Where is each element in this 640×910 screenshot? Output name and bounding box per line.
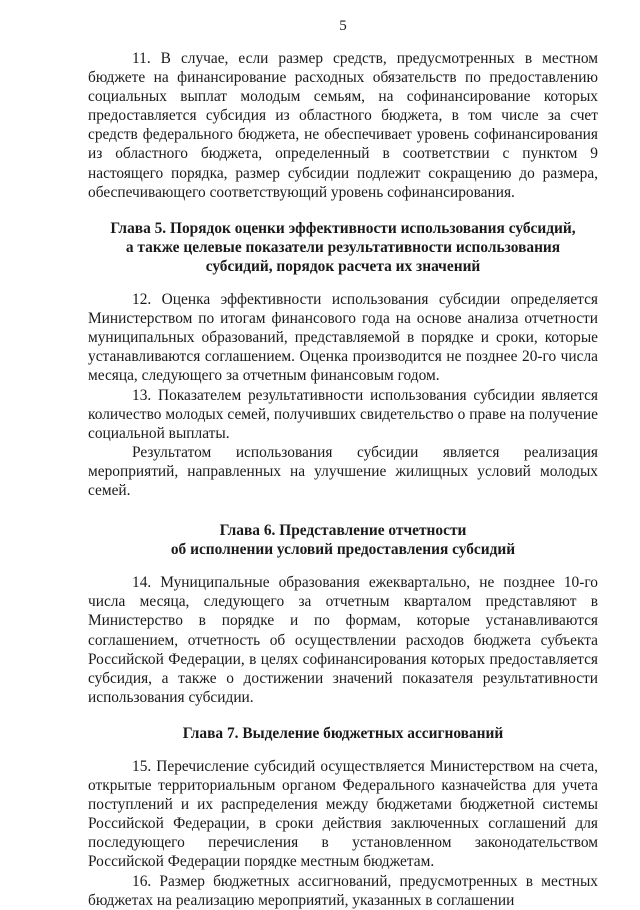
paragraph-12: 12. Оценка эффективности использования субсидии определяется Министерством по итогам финансового года на основе анализа отчетности муниципальных образований, представляемой в порядке и сроки, которые устанавливаются соглашением. Оценка производится не позднее 20-го числа месяца, следующего за отчетным финансовым годом. [88, 291, 598, 385]
paragraph-11: 11. В случае, если размер средств, предусмотренных в местном бюджете на финансирование расходных обязательств по предоставлению социальных выплат молодым семьям, на софинансирование которых предоставляется субсидия из областного бюджета, в том числе за счет средств федерального бюджета, не обеспечивает уровень софинансирования из областного бюджета, определенный в соответствии с пунктом 9 настоящего порядка, размер субсидии подлежит сокращению до размера, обеспечивающего соответствующий уровень софинансирования. [88, 50, 598, 201]
chapter-7-line-1: Глава 7. Выделение бюджетных ассигнований [182, 724, 504, 742]
chapter-5-heading [88, 219, 598, 276]
chapter-6-line-1: Глава 6. Представление отчетности [219, 522, 467, 540]
paragraph-13: 13. Показателем результативности использования субсидии является количество молодых семей, получивших свидетельство о праве на получение социальной выплаты. [88, 386, 598, 442]
page-number: 5 [339, 18, 347, 34]
chapter-5-line-3: субсидий, порядок расчета их значений [205, 257, 481, 275]
chapter-6-line-2: об исполнении условий предоставления субсидий [170, 541, 516, 559]
chapter-7-heading [88, 724, 598, 743]
chapter-6-heading [88, 521, 598, 559]
paragraph-14: 14. Муниципальные образования ежеквартально, не позднее 10-го числа месяца, следующего за отчетным кварталом представляют в Министерство в порядке и по формам, которые устанавливаются соглашением, отчетность об осуществлении расходов бюджета субъекта Российской Федерации, в целях софинансирования которых предоставляется субсидия, а также о достижении значений показателя результативности использования субсидии. [88, 574, 598, 706]
paragraph-16: 16. Размер бюджетных ассигнований, предусмотренных в местных бюджетах на реализацию мероприятий, указанных в соглашении [88, 872, 598, 909]
paragraph-13-result: Результатом использования субсидии является реализация мероприятий, направленных на улучшение жилищных условий молодых семей. [88, 443, 598, 499]
paragraph-15: 15. Перечисление субсидий осуществляется Министерством на счета, открытые территориальным органом Федерального казначейства для учета поступлений и их распределения между бюджетами бюджетной системы Российской Федерации, в сроки действия заключенных соглашений для последующего перечисления в установленном законодательством Российской Федерации порядке местным бюджетам. [88, 758, 598, 871]
chapter-5-line-1: Глава 5. Порядок оценки эффективности использования субсидий, [110, 219, 576, 237]
chapter-5-line-2: а также целевые показатели результативности использования [125, 238, 561, 256]
